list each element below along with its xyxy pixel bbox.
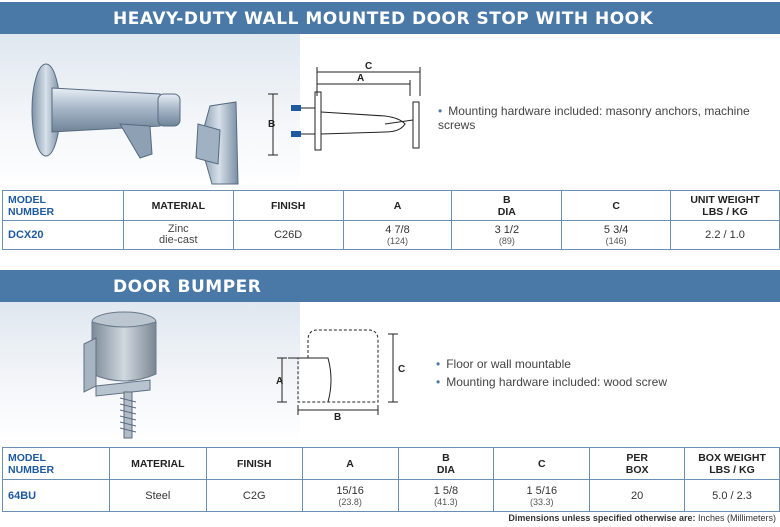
header-model-number: MODEL NUMBER	[3, 448, 110, 480]
spec-table-door-bumper	[2, 447, 780, 512]
door-bumper-dimension-diagram	[268, 322, 408, 422]
dim-label-c: C	[398, 364, 406, 375]
section-title: HEAVY-DUTY WALL MOUNTED DOOR STOP WITH HOOK	[113, 9, 654, 29]
dim-label-a: A	[276, 376, 284, 387]
dim-label-b: B	[268, 119, 276, 130]
header-b: B DIA	[452, 191, 562, 221]
bullet-icon: •	[436, 375, 441, 389]
dim-label-a: A	[357, 73, 365, 84]
product-photo-door-bumper	[0, 302, 300, 446]
cell-a: 4 7/8 (124)	[343, 221, 452, 250]
cell-per-box: 20	[590, 480, 685, 512]
header-c: C	[562, 191, 671, 221]
door-stop-dimension-diagram	[265, 60, 425, 160]
cell-a: 15/16 (23.8)	[302, 480, 398, 512]
cell-model: DCX20	[3, 221, 124, 250]
section-header-door-stop	[0, 2, 780, 34]
dimensions-footnote: Dimensions unless specified otherwise are: Inches (Millimeters)	[508, 513, 776, 523]
cell-b: 1 5/8 (41.3)	[398, 480, 494, 512]
feature-bullet: • Floor or wall mountable	[436, 357, 571, 371]
header-box-weight: BOX WEIGHT LBS / KG	[685, 448, 780, 480]
header-b: B DIA	[398, 448, 494, 480]
cell-material: Steel	[109, 480, 206, 512]
product-photo-door-stop	[0, 34, 300, 190]
cell-material: Zinc die-cast	[123, 221, 233, 250]
cell-c: 5 3/4 (146)	[562, 221, 671, 250]
cell-finish: C2G	[206, 480, 302, 512]
header-finish: FINISH	[233, 191, 343, 221]
cell-b: 3 1/2 (89)	[452, 221, 562, 250]
header-material: MATERIAL	[109, 448, 206, 480]
section-header-door-bumper	[0, 270, 780, 302]
header-per-box: PER BOX	[590, 448, 685, 480]
cell-box-weight: 5.0 / 2.3	[685, 480, 780, 512]
cell-c: 1 5/16 (33.3)	[494, 480, 590, 512]
section-title: DOOR BUMPER	[113, 277, 262, 297]
header-unit-weight: UNIT WEIGHT LBS / KG	[671, 191, 780, 221]
cell-weight: 2.2 / 1.0	[671, 221, 780, 250]
cell-model: 64BU	[3, 480, 110, 512]
dim-label-b: B	[334, 412, 342, 422]
feature-bullet: • Mounting hardware included: masonry anchors, machine screws	[438, 104, 750, 132]
bullet-icon: •	[436, 357, 441, 371]
header-a: A	[343, 191, 452, 221]
header-a: A	[302, 448, 398, 480]
door-bumper-photo-illustration	[0, 302, 300, 446]
header-c: C	[494, 448, 590, 480]
cell-finish: C26D	[233, 221, 343, 250]
bullet-icon: •	[438, 104, 443, 118]
door-stop-photo-illustration	[0, 34, 300, 190]
header-model-number: MODEL NUMBER	[3, 191, 124, 221]
header-material: MATERIAL	[123, 191, 233, 221]
header-finish: FINISH	[206, 448, 302, 480]
feature-bullet: • Mounting hardware included: wood screw	[436, 375, 667, 389]
spec-table-door-stop	[2, 190, 780, 250]
dim-label-c: C	[365, 61, 373, 72]
